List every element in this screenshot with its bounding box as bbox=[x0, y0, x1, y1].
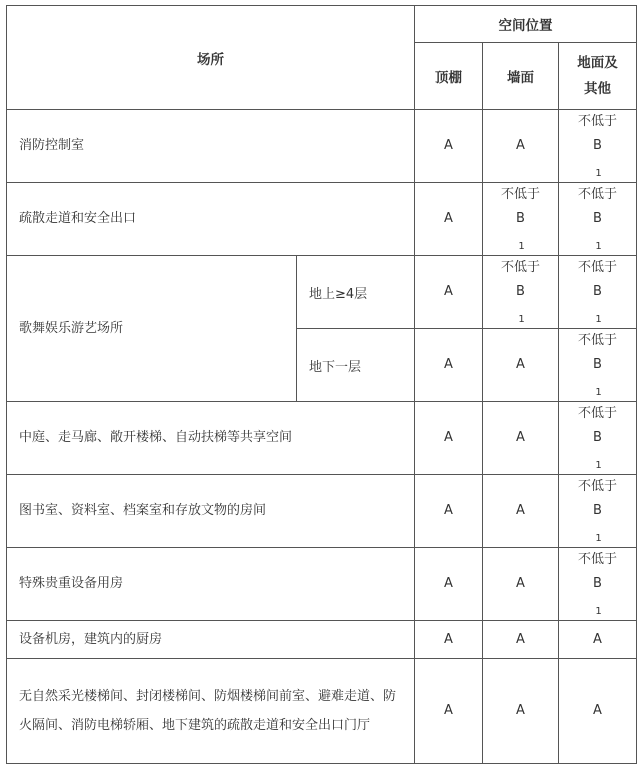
wall-cell: A bbox=[483, 659, 559, 764]
fire-rating-table bbox=[6, 5, 637, 764]
floor-cell: 不低于 B 1 bbox=[559, 183, 637, 256]
ceiling-cell: A bbox=[415, 256, 483, 329]
wall-cell: A bbox=[483, 548, 559, 621]
wall-cell: A bbox=[483, 621, 559, 659]
ceiling-cell: A bbox=[415, 621, 483, 659]
ceiling-cell: A bbox=[415, 548, 483, 621]
floor-cell: 不低于 B 1 bbox=[559, 110, 637, 183]
venue-cell: 歌舞娱乐游艺场所 bbox=[7, 256, 297, 402]
floor-cell: A bbox=[559, 621, 637, 659]
wall-cell: A bbox=[483, 110, 559, 183]
table-row bbox=[7, 183, 637, 256]
venue-cell: 特殊贵重设备用房 bbox=[7, 548, 415, 621]
table-row bbox=[7, 402, 637, 475]
table-row bbox=[7, 659, 637, 764]
floor-cell: 不低于 B 1 bbox=[559, 475, 637, 548]
wall-cell: A bbox=[483, 402, 559, 475]
ceiling-cell: A bbox=[415, 475, 483, 548]
floor-cell: 不低于 B 1 bbox=[559, 256, 637, 329]
venue-cell: 中庭、走马廊、敞开楼梯、自动扶梯等共享空间 bbox=[7, 402, 415, 475]
table-row bbox=[7, 475, 637, 548]
venue-cell: 消防控制室 bbox=[7, 110, 415, 183]
floor-cell: 不低于 B 1 bbox=[559, 402, 637, 475]
floor-cell: 不低于 B 1 bbox=[559, 548, 637, 621]
venue-cell: 设备机房，建筑内的厨房 bbox=[7, 621, 415, 659]
venue-cell: 疏散走道和安全出口 bbox=[7, 183, 415, 256]
sub-venue-cell: 地下一层 bbox=[297, 329, 415, 402]
table-row bbox=[7, 110, 637, 183]
table-row bbox=[7, 621, 637, 659]
wall-cell: 不低于 B 1 bbox=[483, 183, 559, 256]
ceiling-cell: A bbox=[415, 183, 483, 256]
venue-cell: 图书室、资料室、档案室和存放文物的房间 bbox=[7, 475, 415, 548]
ceiling-cell: A bbox=[415, 329, 483, 402]
floor-cell: 不低于 B 1 bbox=[559, 329, 637, 402]
ceiling-cell: A bbox=[415, 659, 483, 764]
wall-cell: A bbox=[483, 329, 559, 402]
wall-cell: A bbox=[483, 475, 559, 548]
table-row bbox=[7, 256, 637, 329]
ceiling-cell: A bbox=[415, 110, 483, 183]
floor-header: 地面及其他 bbox=[559, 43, 637, 110]
ceiling-header: 顶棚 bbox=[415, 43, 483, 110]
wall-header: 墙面 bbox=[483, 43, 559, 110]
venue-header: 场所 bbox=[7, 6, 415, 110]
table-row bbox=[7, 548, 637, 621]
sub-venue-cell: 地上≥4层 bbox=[297, 256, 415, 329]
venue-cell: 无自然采光楼梯间、封闭楼梯间、防烟楼梯间前室、避难走道、防火隔间、消防电梯轿厢、地下建筑的疏散走道和安全出口门厅 bbox=[7, 659, 415, 764]
floor-cell: A bbox=[559, 659, 637, 764]
position-header: 空间位置 bbox=[415, 6, 637, 43]
wall-cell: 不低于 B 1 bbox=[483, 256, 559, 329]
ceiling-cell: A bbox=[415, 402, 483, 475]
